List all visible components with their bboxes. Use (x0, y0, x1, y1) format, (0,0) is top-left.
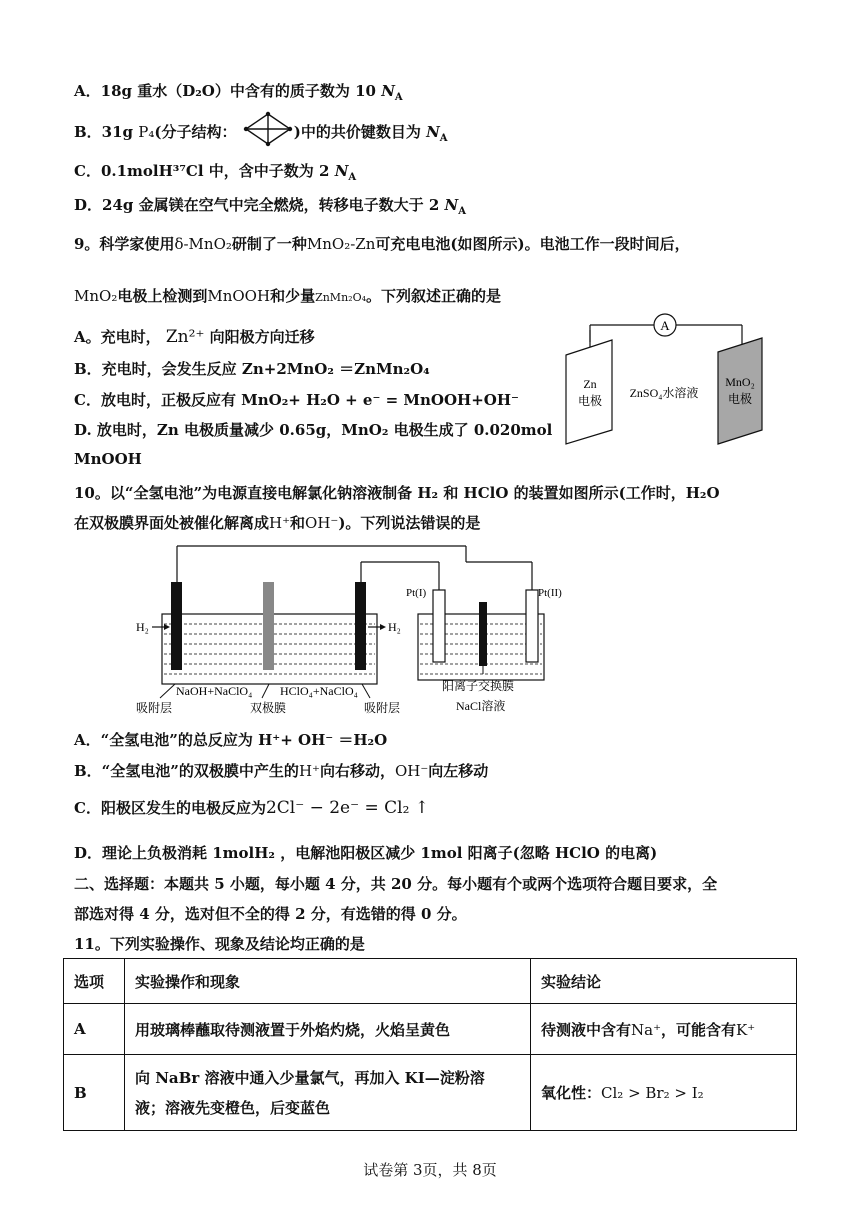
q9-stem-part: 可充电电池(如图所示)。电池工作一段时间后， (375, 235, 690, 253)
q10-stem-line1: 10。以“全氢电池”为电源直接电解氯化钠溶液制备 H₂ 和 HClO 的装置如图所示(工作时，H₂O (74, 484, 720, 502)
section2-instructions-2: 部选对得 4 分，选对但不全的得 2 分，有选错的得 0 分。 (74, 905, 467, 923)
q10-option-b-part: H⁺ (298, 762, 320, 780)
q11-stem: 11。下列实验操作、现象及结论均正确的是 (74, 935, 365, 953)
table-header-cell: 实验操作和现象 (125, 959, 531, 1004)
zn-electrode (566, 340, 612, 444)
q10-option-c-part: C．阳极区发生的电极反应为 (74, 799, 266, 817)
mno2-label-2: 电极 (727, 392, 753, 406)
nacl-label: NaCl溶液 (456, 699, 506, 713)
q10-option-b (74, 760, 488, 781)
q8-option-c-na: N (334, 162, 349, 180)
zn-label-2: 电极 (577, 394, 603, 408)
ammeter-label: A (660, 318, 670, 333)
zn-label: Zn (583, 377, 597, 391)
adsorption-label-right: 吸附层 (364, 701, 401, 715)
hclo4-label: HClO₄+NaClO₄ (280, 684, 358, 698)
table-row (64, 1004, 797, 1055)
q8-option-b-pre: B．31g (74, 123, 134, 141)
adsorption-label-left: 吸附层 (136, 701, 173, 715)
pt2-electrode (526, 590, 538, 662)
q10-option-b-part: B．“全氢电池”的双极膜中产生的 (74, 762, 299, 780)
q8-option-c-text: C．0.1molH³⁷Cl 中，含中子数为 2 (74, 162, 330, 180)
q10-option-b-part: OH⁻ (394, 762, 429, 780)
q9-option-d-cont: MnOOH (74, 450, 142, 468)
q8-option-a-text: A．18g 重水（D₂O）中含有的质子数为 10 (74, 82, 376, 100)
naoh-label: NaOH+NaClO₄ (176, 684, 253, 698)
conclusion-part: ，可能含有 (661, 1020, 737, 1039)
table-cell (531, 1055, 797, 1131)
q8-option-b-mid: (分子结构： (154, 123, 237, 141)
q8-option-a: A．18g 重水（D₂O）中含有的质子数为 10 $N_A$ (74, 82, 403, 103)
q9-stem-part: ZnMn₂O₄ (315, 291, 366, 304)
conclusion-part: 待测液中含有 (541, 1020, 632, 1039)
q9-stem-part: MnO₂-Zn (306, 235, 376, 253)
q9-stem-part: 和少量 (270, 287, 316, 305)
q9-stem-part: δ-MnO₂ (174, 235, 232, 253)
electrolysis-diagram (130, 540, 580, 720)
table-cell: A (64, 1004, 125, 1055)
q9-stem-part: 电极上检测到 (117, 287, 208, 305)
q10-stem-part: H⁺ (269, 514, 291, 532)
q9-stem-part: 9。科学家使用 (74, 235, 175, 253)
mno2-label: MnO₂ (725, 375, 755, 389)
q11-table (63, 958, 797, 1131)
p4-structure-diagram (242, 111, 294, 147)
q8-option-d-na: N (444, 196, 459, 214)
q10-option-b-part: 向左移动 (428, 762, 489, 780)
mno2-electrode (718, 338, 762, 444)
h2-left-label: H₂ (136, 620, 149, 634)
q9-option-d-part: Zn 电极质量减少 0.65g，MnO₂ 电极生成了 0.020mol (156, 421, 553, 439)
table-cell (531, 1004, 797, 1055)
q8-option-b: B．31g P₄(分子结构： )中的共价键数目为 $N_A$ (74, 119, 448, 147)
pt2-label: Pt(II) (538, 587, 562, 599)
q9-option-d-part: D. 放电时， (74, 421, 157, 439)
battery-diagram (560, 310, 780, 450)
bipolar-membrane (263, 582, 274, 670)
section2-instructions-1: 二、选择题：本题共 5 小题，每小题 4 分，共 20 分。每小题有个或两个选项符合题目要求，全 (74, 875, 718, 893)
q10-option-a: A．“全氢电池”的总反应为 H⁺+ OH⁻ ＝H₂O (74, 731, 388, 749)
q8-option-b-post: )中的共价键数目为 (293, 123, 421, 141)
table-row (64, 1055, 797, 1131)
conclusion-part: Cl₂ > Br₂ > I₂ (601, 1084, 704, 1102)
q9-stem-part: MnO₂ (74, 287, 118, 305)
q9-option-a-pre: A。充电时， (74, 328, 161, 346)
q10-stem-part: )。下列说法错误的是 (338, 514, 481, 532)
q9-option-a-ion: Zn²⁺ (165, 327, 205, 347)
q8-option-b-p4: P₄ (138, 123, 155, 141)
h2-right-label: H₂ (388, 620, 401, 634)
conclusion-part: Na⁺ (631, 1020, 662, 1039)
q10-option-b-part: 向右移动， (319, 762, 395, 780)
q9-option-b: B．充电时，会发生反应 Zn+2MnO₂ ＝ZnMn₂O₄ (74, 360, 430, 378)
q8-option-b-na: N (426, 123, 440, 141)
q9-stem-part: 。下列叙述正确的是 (366, 287, 502, 305)
pt1-label: Pt(I) (406, 587, 427, 599)
bipolar-label: 双极膜 (250, 701, 287, 715)
q9-stem-line2 (74, 285, 501, 306)
conclusion-part: 氧化性： (541, 1084, 602, 1102)
q9-stem-part: 研制了一种 (231, 235, 307, 253)
table-header-row (64, 959, 797, 1004)
pt1-electrode (433, 590, 445, 662)
page-footer: 试卷第 3页，共 8页 (363, 1161, 497, 1179)
table-header-cell: 实验结论 (531, 959, 797, 1004)
q10-stem-part: OH⁻ (305, 514, 339, 532)
q9-option-a-post: 向阳极方向迁移 (209, 328, 315, 346)
table-cell: B (64, 1055, 125, 1131)
q8-option-c: C．0.1molH³⁷Cl 中，含中子数为 2 $N_A$ (74, 162, 357, 183)
cation-exchange-membrane (479, 602, 487, 666)
q10-option-c-equation: 2Cl⁻ − 2e⁻ = Cl₂ ↑ (265, 798, 430, 818)
table-header-cell: 选项 (64, 959, 125, 1004)
cation-membrane-label: 阳离子交换膜 (442, 679, 515, 693)
q10-stem-part: 在双极膜界面处被催化解离成 (74, 514, 270, 532)
table-cell: 用玻璃棒蘸取待测液置于外焰灼烧，火焰呈黄色 (125, 1004, 531, 1055)
electrolyte-label: ZnSO₄水溶液 (629, 386, 699, 400)
q8-option-a-na: N (381, 82, 395, 100)
q10-stem-part: 和 (290, 514, 306, 532)
left-adsorption-layer (171, 582, 182, 670)
q8-option-d: D．24g 金属镁在空气中完全燃烧，转移电子数大于 2 $N_A$ (74, 196, 466, 217)
q10-option-c (74, 797, 429, 818)
q9-option-c: C．放电时，正极反应有 MnO₂+ H₂O + e⁻ = MnOOH+OH⁻ (74, 391, 519, 409)
right-adsorption-layer (355, 582, 366, 670)
q8-option-d-text: D．24g 金属镁在空气中完全燃烧，转移电子数大于 2 (74, 196, 440, 214)
q9-stem-part: MnOOH (207, 287, 271, 305)
operation-line: 向 NaBr 溶液中通入少量氯气，再加入 KI—淀粉溶 (135, 1068, 485, 1087)
q10-stem-line2 (74, 512, 480, 533)
q9-stem-line1 (74, 233, 690, 254)
q10-option-d: D．理论上负极消耗 1molH₂ ，电解池阳极区减少 1mol 阳离子(忽略 HClO 的电离) (74, 844, 658, 862)
operation-line: 液；溶液先变橙色，后变蓝色 (135, 1098, 331, 1117)
table-cell (125, 1055, 531, 1131)
q9-option-a (74, 326, 315, 347)
q9-option-d (74, 419, 552, 440)
conclusion-part: K⁺ (736, 1020, 756, 1039)
